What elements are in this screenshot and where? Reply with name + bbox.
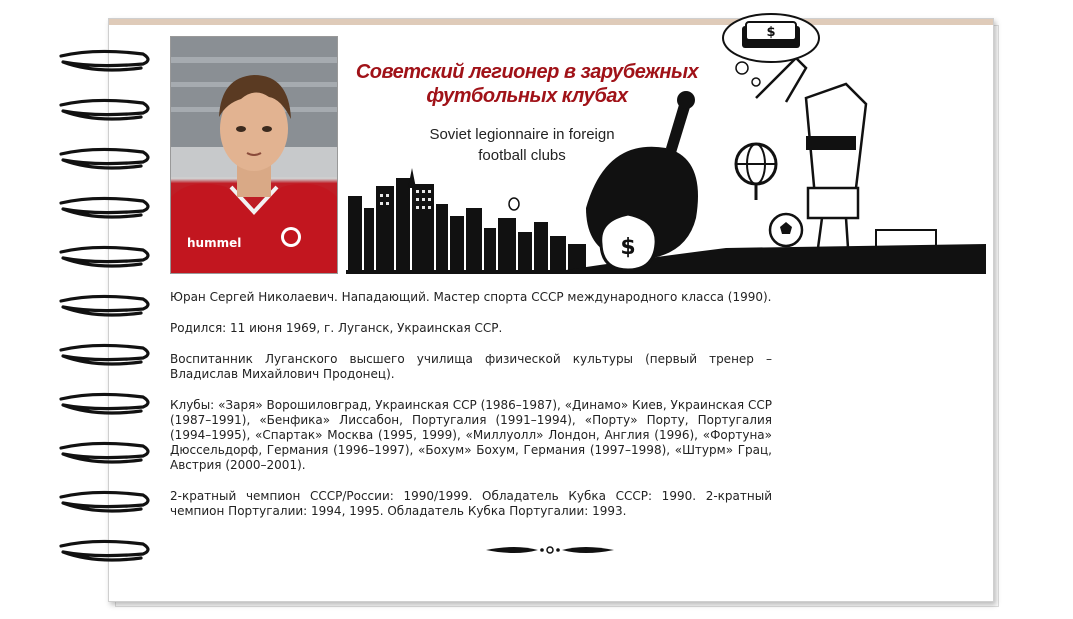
player-photo bbox=[170, 36, 338, 274]
balloon-icon bbox=[509, 198, 519, 210]
bio-birth: Родился: 11 июня 1969, г. Луганск, Украинская ССР. bbox=[170, 321, 503, 335]
spiral-ring bbox=[61, 492, 148, 511]
spiral-ring bbox=[61, 51, 148, 70]
bio-achievements: 2-кратный чемпион СССР/России: 1990/1999. Обладатель Кубка СССР: 1990. 2-кратный чемпион Португалии: 1994, 1995. Обладатель Кубка Португалии: 1993. bbox=[170, 489, 772, 518]
page-subtitle: Soviet legionnaire in foreign football clubs bbox=[429, 126, 615, 164]
spiral-ring bbox=[61, 345, 148, 364]
ornament-divider-icon bbox=[486, 542, 614, 558]
jersey-brand: hummel bbox=[187, 236, 242, 250]
globe-icon bbox=[736, 144, 776, 200]
spiral-binding-icon bbox=[55, 40, 165, 580]
spiral-ring bbox=[61, 247, 148, 266]
svg-text:$: $ bbox=[766, 25, 776, 40]
spiral-ring bbox=[61, 100, 148, 119]
spiral-ring bbox=[61, 541, 148, 560]
spiral-ring bbox=[61, 198, 148, 217]
bio-clubs: Клубы: «Заря» Ворошиловград, Украинская ССР (1986–1987), «Динамо» Киев, Украинская ССР (1987–1991), «Бенфика» Лиссабон, Португалия (1991–1994), «Порту» Порту, Португалия (1994–1995), «Спартак» Москва (1995, 1999), «Миллуолл» Лондон, Англия (1996), «Фортуна» Дюссельдорф, Германия (1996–1997), «Бохум» Бохум, Германия (1997–1998), «Штурм» Грац, Австрия (2000–2001). bbox=[170, 398, 772, 472]
spiral-ring bbox=[61, 394, 148, 413]
page-title: Советский легионер в зарубежных футбольных клубах bbox=[355, 61, 699, 107]
city-skyline bbox=[348, 168, 586, 272]
svg-text:$: $ bbox=[620, 235, 636, 260]
bio-name: Юран Сергей Николаевич. Нападающий. Мастер спорта СССР международного класса (1990). bbox=[170, 290, 772, 304]
bio-academy: Воспитанник Луганского высшего училища физической культуры (первый тренер – Владислав Михайлович Продонец). bbox=[170, 352, 772, 381]
football-icon bbox=[770, 214, 802, 246]
biography bbox=[170, 290, 772, 535]
cash-stack-icon bbox=[742, 22, 800, 48]
money-bag-icon bbox=[601, 214, 656, 270]
spiral-ring bbox=[61, 443, 148, 462]
player-portrait bbox=[171, 37, 337, 273]
spiral-ring bbox=[61, 149, 148, 168]
spiral-ring bbox=[61, 296, 148, 315]
